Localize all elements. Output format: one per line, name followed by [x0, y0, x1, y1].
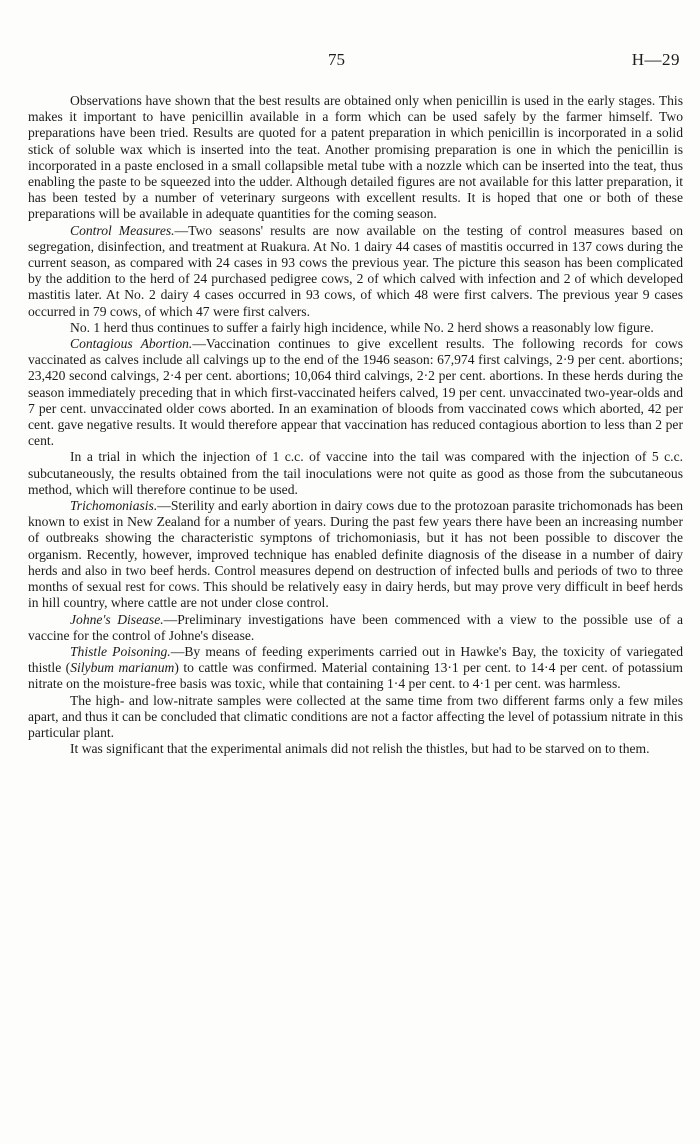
paragraph-text: No. 1 herd thus continues to suffer a fairly high incidence, while No. 2 herd shows a reasonably low figure. [70, 319, 654, 335]
paragraph-control-measures [28, 223, 683, 320]
paragraph-penicillin-preparations [28, 93, 683, 223]
section-heading: Control Measures. [70, 222, 175, 238]
paragraph-thistle-relish [28, 741, 683, 757]
section-heading: Contagious Abortion. [70, 336, 193, 352]
paragraph-text: ) to cattle was confirmed. Material containing 13·1 per cent. to 14·4 per cent. of potassium nitrate on the moisture-free basis was toxic, while that containing 1·4 per cent. to 4·1 per cent. was harmless. [28, 660, 683, 692]
paragraph-text: It was significant that the experimental animals did not relish the thistles, but had to be starved on to them. [70, 741, 650, 757]
section-heading: Thistle Poisoning. [70, 643, 171, 659]
paragraph-contagious-abortion [28, 336, 683, 449]
page-number: 75 [328, 50, 345, 69]
paragraph-text: The high- and low-nitrate samples were collected at the same time from two different farms only a few miles apart, and thus it can be concluded that climatic conditions are not a factor affecting the level of potassium nitrate in this particular plant. [28, 692, 683, 740]
paragraph-johnes-disease [28, 612, 683, 644]
paragraph-nitrate-samples [28, 693, 683, 742]
paragraph-thistle-poisoning [28, 644, 683, 693]
paragraph-trichomoniasis [28, 498, 683, 611]
document-body [28, 93, 683, 757]
scientific-name: Silybum marianum [70, 660, 175, 676]
paragraph-text: —Sterility and early abortion in dairy cows due to the protozoan parasite trichomonads has been known to exist in New Zealand for a number of years. During the past few years there have been an increasing number of outbreaks showing the characteristic symptons of trichomoniasis, but it has not been possible to discover the organism. Recently, however, improved technique has enabled definite diagnosis of the disease in a number of dairy herds and also in two beef herds. Control measures depend on destruction of infected bulls and periods of two to three months of sexual rest for cows. This should be relatively easy in dairy herds, but may prove very difficult in beef herds in hill country, where cattle are not under close control. [28, 498, 683, 611]
paragraph-text: —Two seasons' results are now available on the testing of control measures based on segregation, disinfection, and treatment at Ruakura. At No. 1 dairy 44 cases of mastitis occurred in 137 cows during the current season, as compared with 24 cases in 93 cows the previous year. The picture this season has been complicated by the addition to the herd of 24 purchased pedigree cows, 2 of which calved with infection and 2 of which developed mastitis later. At No. 2 dairy 4 cases occurred in 93 cows, of which 48 were first calvers. The previous year 9 cases occurred in 79 cows, of which 47 were first calvers. [28, 222, 683, 319]
paragraph-vaccine-trial [28, 449, 683, 498]
section-heading: Trichomoniasis. [70, 498, 158, 514]
paragraph-text-before: —By means of feeding experiments carried out in Hawke's Bay, the toxicity of variegated thistle ( [28, 643, 683, 676]
paragraph-text: —Preliminary investigations have been commenced with a view to the possible use of a vaccine for the control of Johne's disease. [28, 611, 683, 643]
section-heading: Johne's Disease. [70, 611, 164, 627]
paragraph-text: —Vaccination continues to give excellent results. The following records for cows vaccinated as calves include all calvings up to the end of the 1946 season: 67,974 first calvings, 2·9 per cent. abortions; 23,420 second calvings, 2·4 per cent. abortions; 10,064 third calvings, 2·2 per cent. abortions. In these herds during the season immediately preceding that in which first-vaccinated heifers calved, 19 per cent. unvaccinated two-year-olds and 7 per cent. unvaccinated older cows aborted. In an examination of bloods from vaccinated cows which aborted, 42 per cent. gave negative results. It would therefore appear that vaccination has reduced contagious abortion to less than 2 per cent. [28, 336, 684, 449]
paragraph-text: In a trial in which the injection of 1 c.c. of vaccine into the tail was compared with the injection of 5 c.c. subcutaneously, the results obtained from the tail inoculations were not quite as good as those from the subcutaneous method, which will therefore continue to be used. [28, 449, 683, 497]
document-reference: H—29 [631, 50, 680, 69]
paragraph-herd-incidence [28, 320, 683, 336]
paragraph-text: Observations have shown that the best results are obtained only when penicillin is used in the early stages. This makes it important to have penicillin available in a form which can be used safely by the farmer himself. Two preparations have been tried. Results are quoted for a patent preparation in which penicillin is incorporated in a solid stick of soluble wax which is inserted into the teat. Another promising preparation is one in which the penicillin is incorporated in a paste enclosed in a small collapsible metal tube with a nozzle which can be inserted into the teat, thus enabling the paste to be squeezed into the udder. Although detailed figures are not available for this latter preparation, it has been tested by a number of veterinary surgeons with excellent results. It is hoped that one or both of these preparations will be available in adequate quantities for the coming season. [28, 93, 683, 222]
page-header [0, 50, 700, 70]
